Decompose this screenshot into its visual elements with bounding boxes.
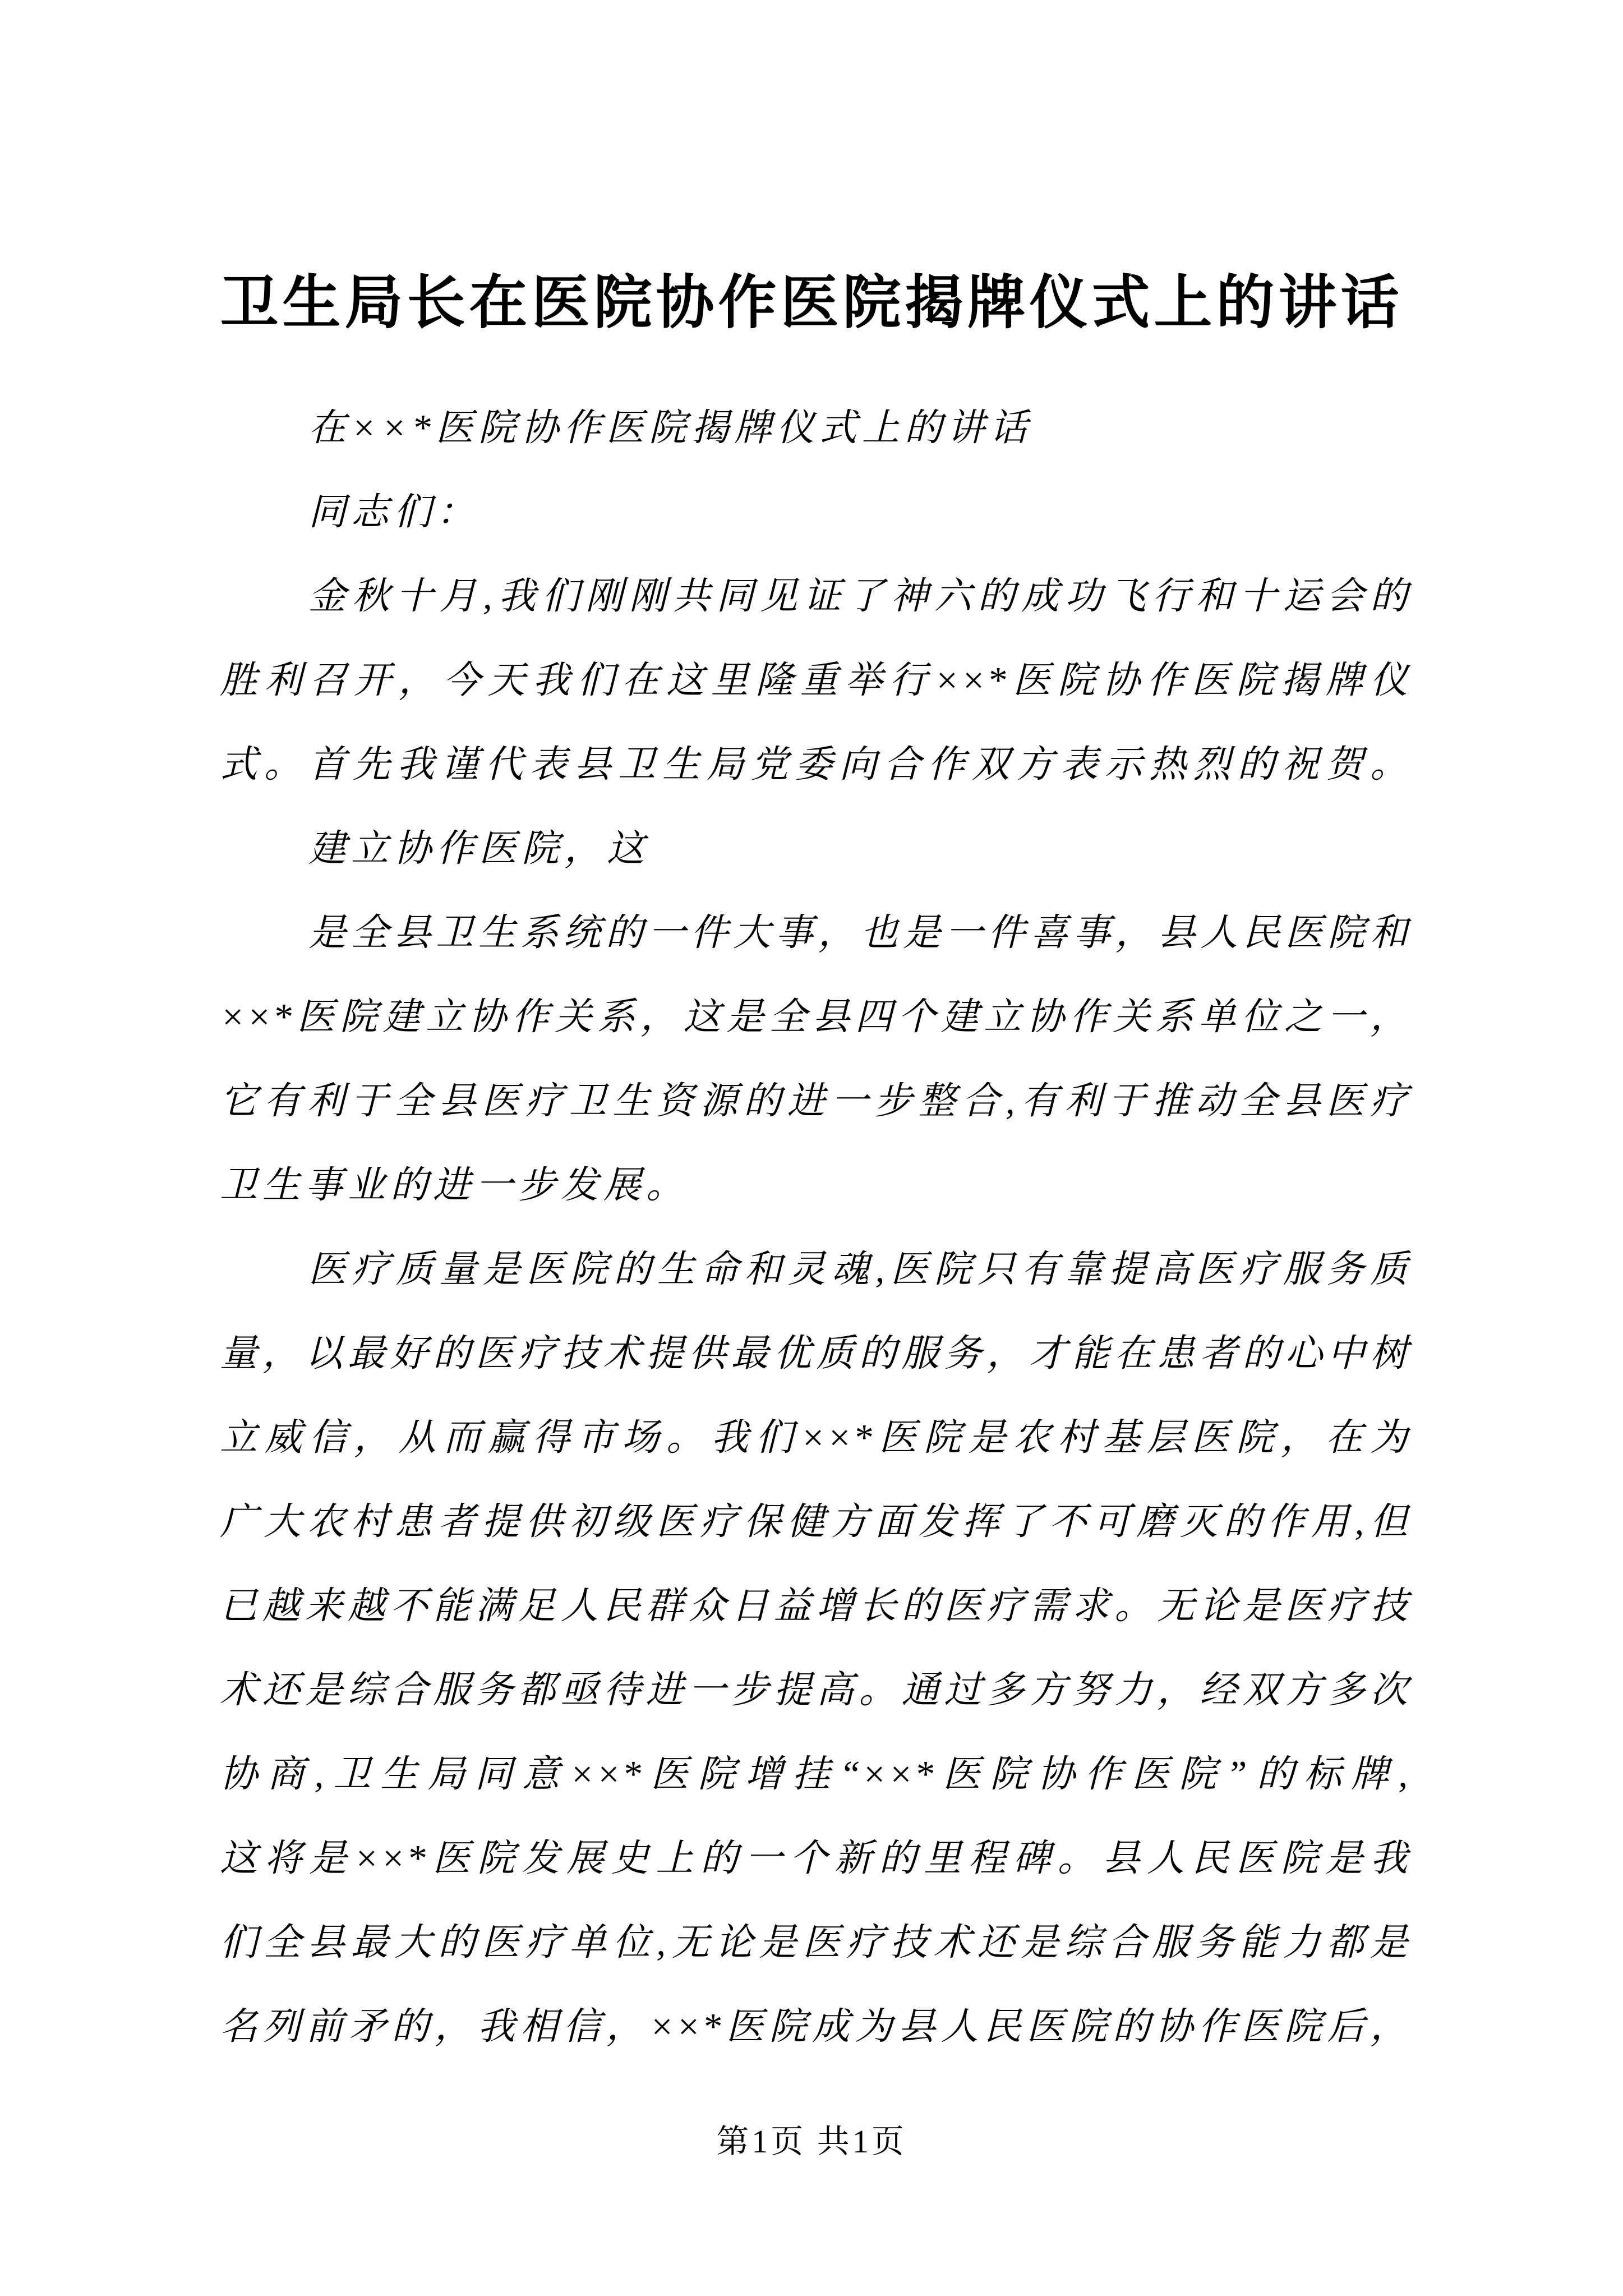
body-line: 这将是××*医院发展史上的一个新的里程碑。县人民医院是我 (220, 1838, 1409, 1879)
body-line: 量，以最好的医疗技术提供最优质的服务，才能在患者的心中树 (220, 1333, 1409, 1374)
body-line: 名列前矛的，我相信，××*医院成为县人民医院的协作医院后， (220, 2006, 1409, 2047)
body-line: 卫生事业的进一步发展。 (220, 1165, 689, 1206)
body-line: 协商,卫生局同意××*医院增挂“××*医院协作医院”的标牌, (220, 1754, 1409, 1795)
salutation-line: 同志们： (308, 491, 479, 533)
body-line: 胜利召开，今天我们在这里隆重举行××*医院协作医院揭牌仪 (220, 660, 1409, 701)
document-subtitle: 在××*医院协作医院揭牌仪式上的讲话 (308, 407, 1032, 449)
document-title: 卫生局长在医院协作医院揭牌仪式上的讲话 (220, 271, 1403, 335)
body-line: ××*医院建立协作关系，这是全县四个建立协作关系单位之一， (220, 996, 1409, 1038)
body-line: 它有利于全县医疗卫生资源的进一步整合,有利于推动全县医疗 (220, 1080, 1409, 1122)
body-line: 已越来越不能满足人民群众日益增长的医疗需求。无论是医疗技 (220, 1585, 1409, 1627)
body-line: 们全县最大的医疗单位,无论是医疗技术还是综合服务能力都是 (220, 1922, 1409, 1963)
body-line: 建立协作医院，这 (308, 828, 649, 869)
body-line: 术还是综合服务都亟待进一步提高。通过多方努力，经双方多次 (220, 1669, 1409, 1711)
page-number-footer: 第1页 共1页 (716, 2123, 907, 2160)
body-line: 广大农村患者提供初级医疗保健方面发挥了不可磨灭的作用,但 (220, 1501, 1409, 1543)
body-line: 立威信，从而赢得市场。我们××*医院是农村基层医院，在为 (220, 1417, 1409, 1458)
body-line: 是全县卫生系统的一件大事，也是一件喜事，县人民医院和 (308, 912, 1409, 954)
body-line: 医疗质量是医院的生命和灵魂,医院只有靠提高医疗服务质 (308, 1249, 1409, 1290)
document-body (220, 386, 1409, 2069)
body-line: 式。首先我谨代表县卫生局党委向合作双方表示热烈的祝贺。 (220, 744, 1409, 785)
body-line: 金秋十月,我们刚刚共同见证了神六的成功飞行和十运会的 (308, 576, 1409, 617)
